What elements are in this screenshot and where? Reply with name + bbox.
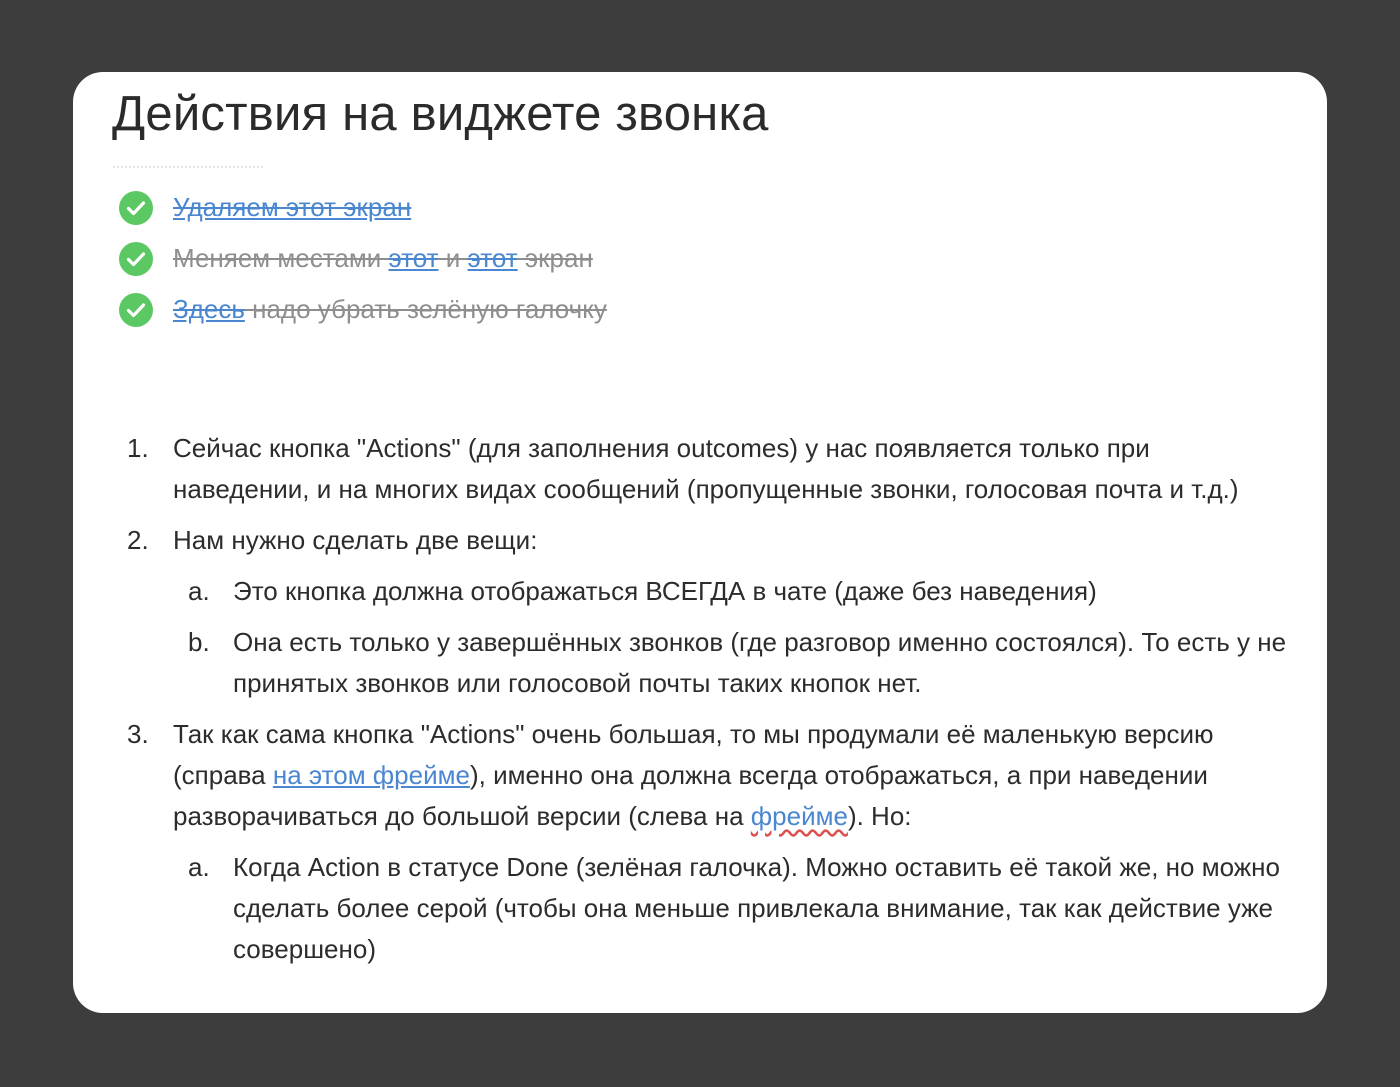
checklist-link[interactable]: этот [467,243,518,273]
check-circle-icon[interactable] [119,293,153,327]
sub-list-letter: b. [188,627,210,657]
check-circle-icon[interactable] [119,191,153,225]
checklist-text: надо убрать зелёную галочку [244,294,607,324]
list-number: 3. [127,719,149,749]
sub-list-text: Она есть только у завершённых звонков (где разговор именно состоялся). То есть у не принятых звонков или голосовой почты таких кнопок нет. [233,627,1287,698]
frame-link[interactable]: фрейме [750,801,848,831]
frame-link[interactable]: на этом фрейме [272,760,470,790]
list-item-text: ). Но: [847,801,912,831]
list-item-text: Нам нужно сделать две вещи: [173,525,538,555]
sub-list [173,571,1287,704]
checklist-link[interactable]: Здесь [173,294,245,324]
sub-list-item [173,622,1287,704]
sub-list-item [173,571,1287,612]
document-card [73,72,1327,1013]
done-checklist [119,182,607,335]
checklist-text: и [438,243,468,273]
list-number: 1. [127,433,149,463]
list-item-text: Так как сама кнопка "Actions" очень большая, то мы продумали её маленькую версию (справа [173,719,1214,790]
numbered-list [73,428,1327,980]
sub-list-text: Когда Action в статусе Done (зелёная галочка). Можно оставить её такой же, но можно сделать более серой (чтобы она меньше привлекала внимание, так как действие уже совершено) [233,852,1280,964]
checklist-link[interactable]: Удаляем этот экран [173,192,412,222]
checklist-link[interactable]: этот [388,243,439,273]
list-item [73,714,1327,970]
page-title: Действия на виджете звонка [112,87,769,141]
list-item-text: Сейчас кнопка "Actions" (для заполнения outcomes) у нас появляется только при наведении, и на многих видах сообщений (пропущенные звонки, голосовая почта и т.д.) [173,433,1239,504]
sub-list-letter: a. [188,576,210,606]
check-circle-icon[interactable] [119,242,153,276]
checklist-item [119,284,607,335]
list-item [73,428,1327,510]
sub-list-letter: a. [188,852,210,882]
list-item-text: ), именно она должна всегда отображаться, а при наведении разворачиваться до большой версии (слева на [173,760,1208,831]
checklist-item [119,233,607,284]
sub-list-item [173,847,1287,970]
list-number: 2. [127,525,149,555]
sub-list [173,847,1287,970]
checklist-item [119,182,607,233]
faded-divider [113,166,263,172]
sub-list-text: Это кнопка должна отображаться ВСЕГДА в чате (даже без наведения) [233,576,1097,606]
list-item [73,520,1327,704]
checklist-text: экран [517,243,593,273]
checklist-text: Меняем местами [173,243,389,273]
